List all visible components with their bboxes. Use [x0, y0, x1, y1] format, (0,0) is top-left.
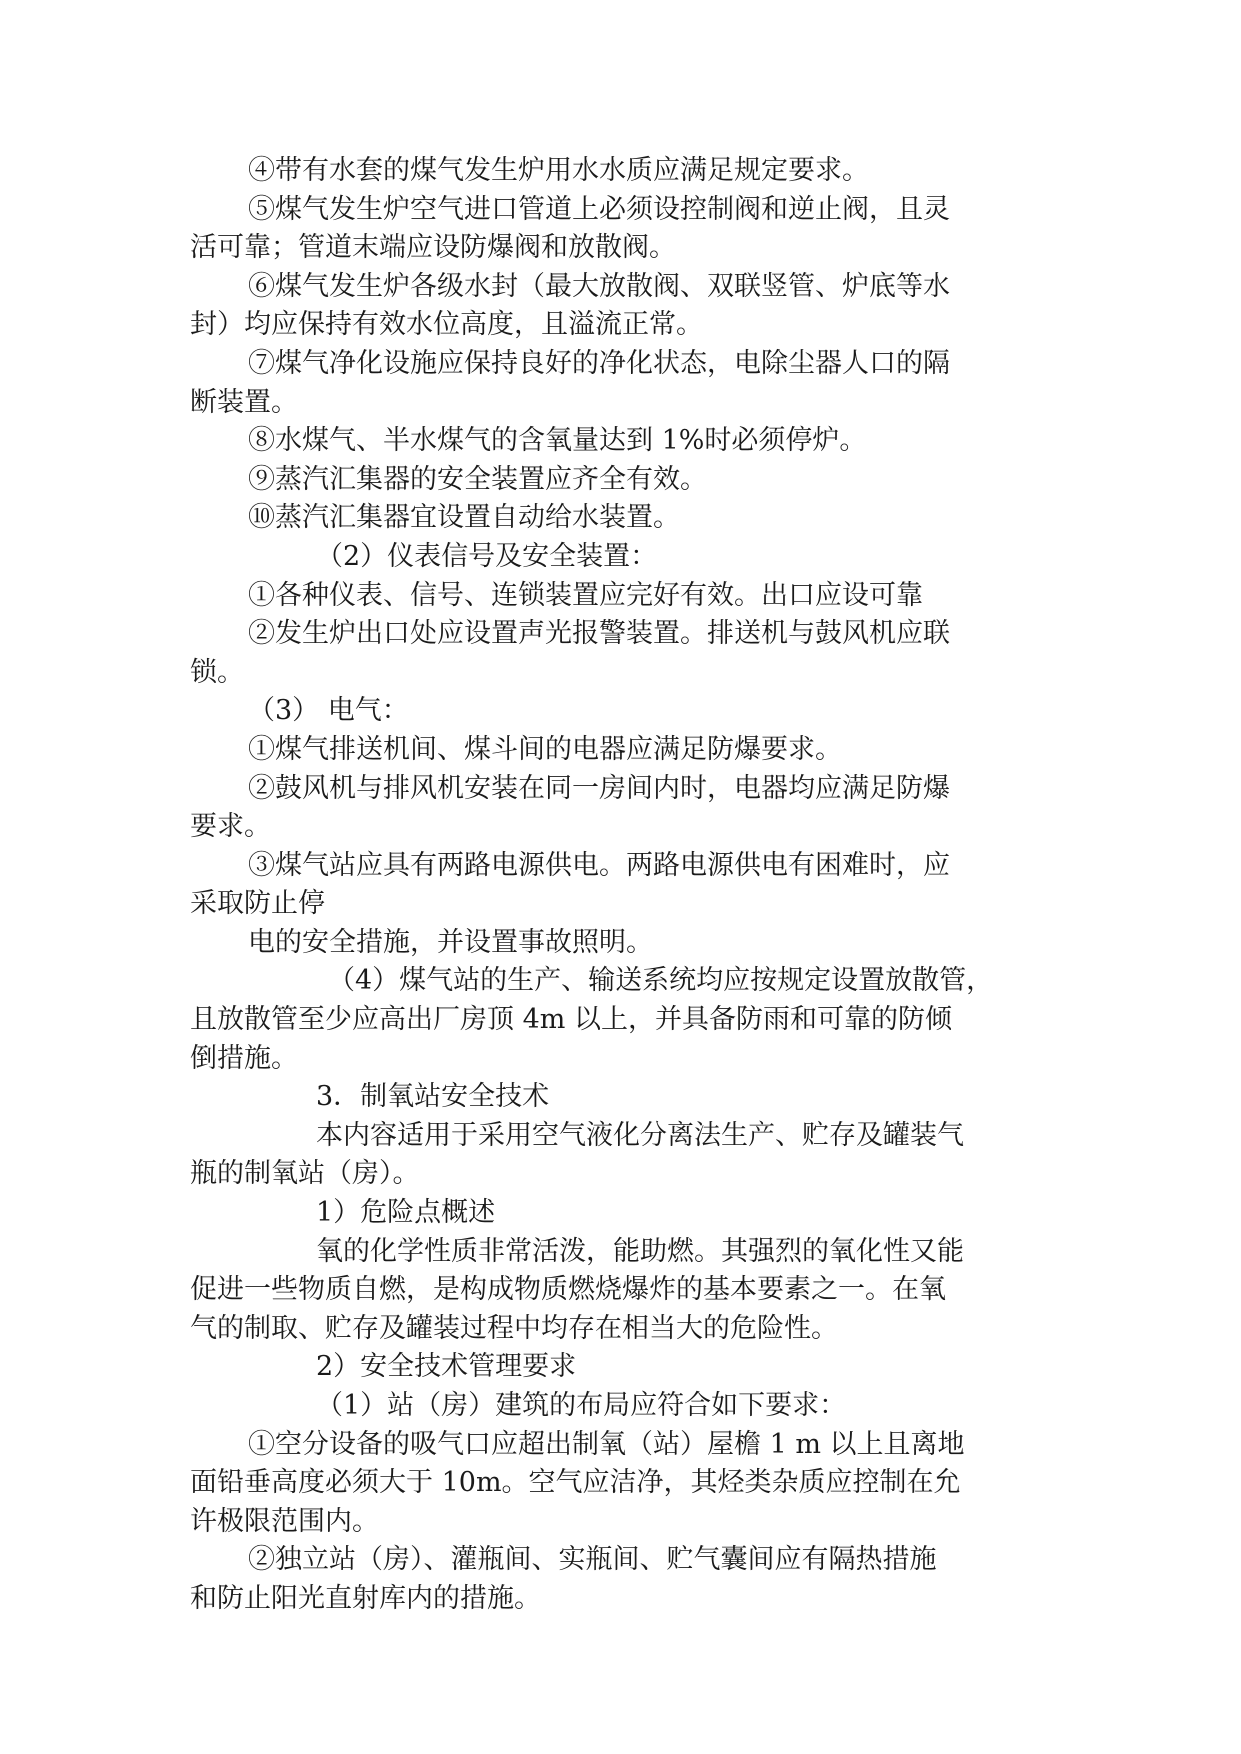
text-line: ③煤气站应具有两路电源供电。两路电源供电有困难时，应 [248, 849, 950, 881]
text-line: ①空分设备的吸气口应超出制氧（站）屋檐 1 m 以上且离地 [248, 1428, 965, 1460]
text-line: 面铅垂高度必须大于 10m。空气应洁净，其烃类杂质应控制在允 [190, 1467, 961, 1499]
text-line: （3） 电气： [248, 695, 409, 727]
text-line: 氧的化学性质非常活泼，能助燃。其强烈的氧化性又能 [316, 1235, 964, 1267]
text-line: ⑨蒸汽汇集器的安全装置应齐全有效。 [248, 463, 707, 495]
text-line: ⑦煤气净化设施应保持良好的净化状态，电除尘器人口的隔 [248, 347, 950, 379]
text-line: 瓶的制氧站（房）。 [190, 1158, 420, 1190]
text-line: 要求。 [190, 811, 271, 843]
text-line: 促进一些物质自燃，是构成物质燃烧爆炸的基本要素之一。在氧 [190, 1274, 946, 1306]
text-line: （2）仪表信号及安全装置： [316, 540, 658, 572]
text-line: 许极限范围内。 [190, 1505, 379, 1537]
section-heading: 3．制氧站安全技术 [316, 1081, 550, 1113]
subsection-heading: 2）安全技术管理要求 [316, 1351, 577, 1383]
text-line: ②独立站（房）、灌瓶间、实瓶间、贮气囊间应有隔热措施 [248, 1544, 937, 1576]
text-line: ①各种仪表、信号、连锁装置应完好有效。出口应设可靠 [248, 579, 923, 611]
subsection-heading: 1）危险点概述 [316, 1197, 496, 1229]
text-line: ⑤煤气发生炉空气进口管道上必须设控制阀和逆止阀，且灵 [248, 193, 950, 225]
text-line: 和防止阳光直射库内的措施。 [190, 1582, 541, 1614]
text-line: ②鼓风机与排风机安装在同一房间内时，电器均应满足防爆 [248, 772, 950, 804]
text-line: ⑧水煤气、半水煤气的含氧量达到 1%时必须停炉。 [248, 425, 867, 457]
text-line: 本内容适用于采用空气液化分离法生产、贮存及罐装气 [316, 1119, 964, 1151]
text-line: ⑥煤气发生炉各级水封（最大放散阀、双联竖管、炉底等水 [248, 270, 950, 302]
text-line: ①煤气排送机间、煤斗间的电器应满足防爆要求。 [248, 733, 842, 765]
text-line: 活可靠；管道末端应设防爆阀和放散阀。 [190, 232, 676, 264]
text-line: 且放散管至少应高出厂房顶 4m 以上，并具备防雨和可靠的防倾 [190, 1004, 952, 1036]
text-line: ⑩蒸汽汇集器宜设置自动给水装置。 [248, 502, 680, 534]
text-line: 倒措施。 [190, 1042, 298, 1074]
text-line: 锁。 [190, 656, 244, 688]
document-body [190, 152, 1060, 1619]
text-line: 断装置。 [190, 386, 298, 418]
text-line: 气的制取、贮存及罐装过程中均存在相当大的危险性。 [190, 1312, 838, 1344]
text-line: （4）煤气站的生产、输送系统均应按规定设置放散管， [328, 965, 994, 997]
text-line: ④带有水套的煤气发生炉用水水质应满足规定要求。 [248, 155, 869, 186]
text-line: （1）站（房）建筑的布局应符合如下要求： [316, 1390, 847, 1421]
text-line: 采取防止停 [190, 888, 325, 920]
text-line: 封）均应保持有效水位高度，且溢流正常。 [190, 309, 703, 341]
text-line: 电的安全措施，并设置事故照明。 [248, 926, 653, 958]
text-line: ②发生炉出口处应设置声光报警装置。排送机与鼓风机应联 [248, 618, 950, 650]
